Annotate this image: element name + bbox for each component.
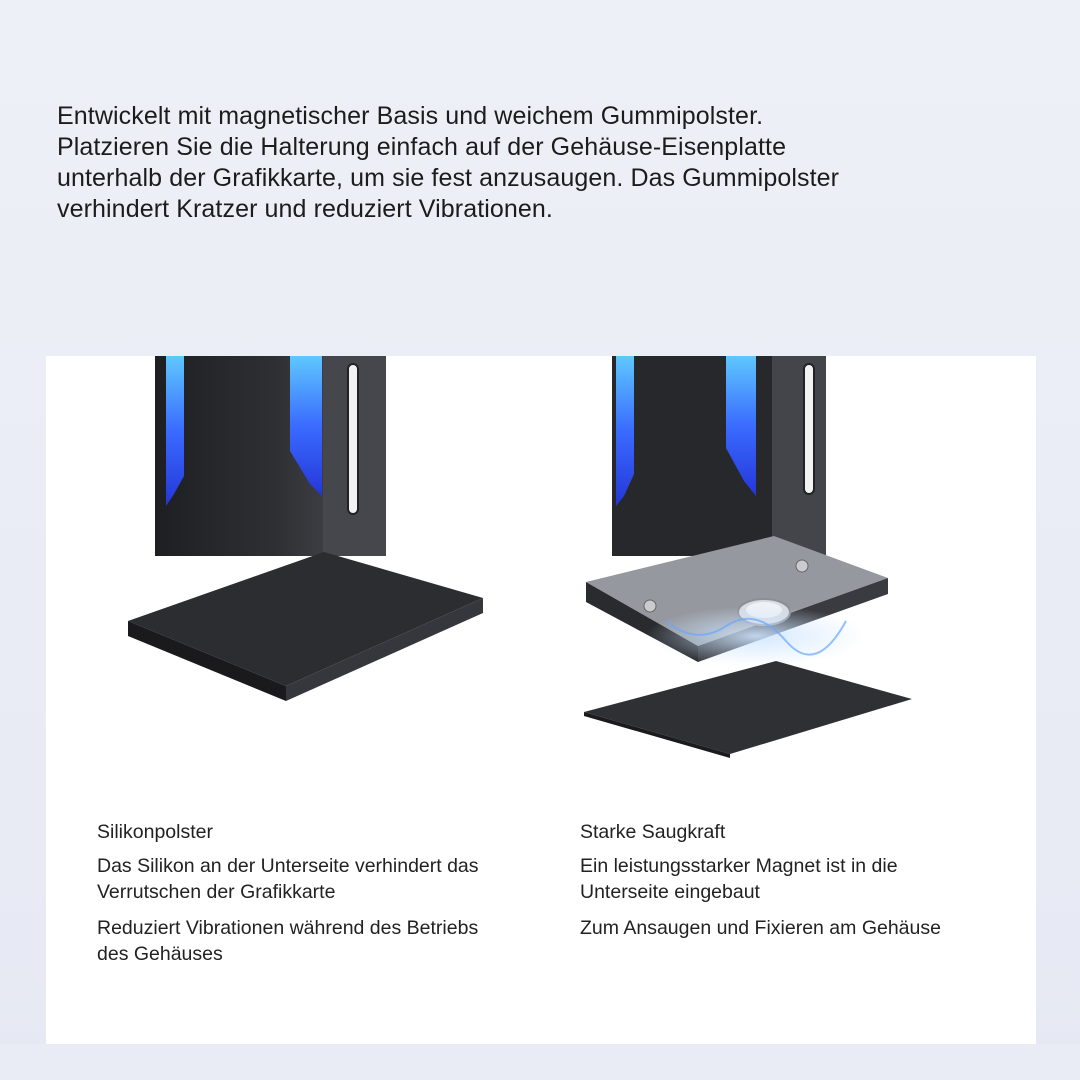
feature-item-silicone-2: Reduziert Vibrationen während des Betriebs des Gehäuses [97,917,479,965]
intro-line-3: unterhalb der Grafikkarte, um sie fest anzusaugen. Das Gummipolster [57,164,840,192]
feature-column-silicone [97,819,567,977]
product-card [46,356,1036,1044]
intro-line-4: verhindert Kratzer und reduziert Vibrationen. [57,195,553,223]
feature-item-magnet-1: Ein leistungsstarker Magnet ist in die Unterseite eingebaut [580,855,898,903]
intro-line-2: Platzieren Sie die Halterung einfach auf der Gehäuse-Eisenplatte [57,133,787,161]
feature-item-magnet-2: Zum Ansaugen und Fixieren am Gehäuse [580,917,941,939]
feature-heading-silicone: Silikonpolster [97,821,213,843]
intro-text [57,101,957,225]
silicone-pad-illustration [126,356,496,716]
magnet-illustration [576,356,946,776]
bottom-strip [0,1044,1080,1080]
feature-item-silicone-1: Das Silikon an der Unterseite verhindert das Verrutschen der Grafikkarte [97,855,479,903]
intro-line-1: Entwickelt mit magnetischer Basis und weichem Gummipolster. [57,102,764,130]
feature-column-magnet [580,819,1050,951]
feature-heading-magnet: Starke Saugkraft [580,821,726,843]
